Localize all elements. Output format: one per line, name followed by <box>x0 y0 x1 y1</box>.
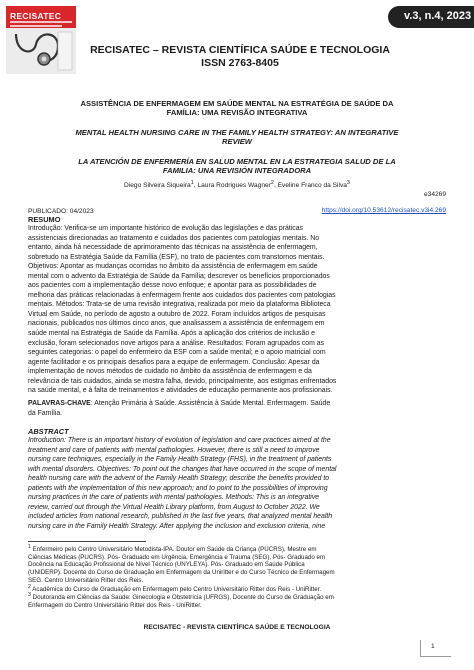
title-spanish: LA ATENCIÓN DE ENFERMERÍA EN SALUD MENTAL EN LA ESTRATEGIA SALUD DE LA FAMILIA: UNA REVISIÓN INTEGRADORA <box>78 157 396 176</box>
logo-text: RECISATEC <box>10 11 62 21</box>
abstract-body: Introduction: There is an important history of evolution of legislation and care practices aimed at the treatment and care of patients with mental pathologies. However, there is still a need to improve nursing care techniques, especially in the Family Health Strategy (FHS), in the treatment of patients with mental disorders. Objectives: To point out the changes that have occurred in the scope of mental health nursing care with the advent of the Family Health Strategy; describe the benefits provided to patients with the implementation of this new approach; and to point to the possibilities of improving nursing practices in the care of patients with mental pathologies. Methods: This is an integrative review, carried out through the Virtual Health Library platform, from August to October 2022. We included articles from national research, published in the last five years, that analyzed mental health nursing care in the Family Health Strategy. After applying the inclusion and exclusion criteria, nine <box>28 437 337 530</box>
footnote-2: $^2$ Acadêmica do Curso de Graduação em Enfermagem pelo Centro Universitário Ritter dos Reis - UniRitter. <box>28 584 322 594</box>
doi-link-wrap <box>322 199 446 217</box>
title-english: MENTAL HEALTH NURSING CARE IN THE FAMILY HEALTH STRATEGY: AN INTEGRATIVE REVIEW <box>75 128 399 147</box>
page-number-box <box>420 640 451 657</box>
author-1: Diego Silveira Siqueira <box>124 182 191 190</box>
article-id: e34269 <box>423 191 446 198</box>
author-3: Eveline Franco da Silva <box>277 182 347 190</box>
keywords: PALAVRAS-CHAVE: Atenção Primária à Saúde. Assistência à Saúde Mental. Enfermagem. Saúde da Família. <box>28 400 331 417</box>
stethoscope-icon <box>6 28 76 74</box>
keywords-label: PALAVRAS-CHAVE <box>28 400 91 407</box>
title-portuguese: ASSISTÊNCIA DE ENFERMAGEM EM SAÚDE MENTAL NA ESTRATÉGIA DE SAÚDE DA FAMÍLIA: UMA REVISÃO INTEGRATIVA <box>80 99 394 118</box>
journal-logo <box>6 6 76 74</box>
footnote-3: $^3$ Doutoranda em Ciências da Saúde: Ginecologia e Obstetrícia (UFRGS), Docente do Curso de Graduação em Enfermagem do Centro Universitário Ritter dos Reis - UniRitter. <box>28 592 334 609</box>
page-footer-journal: RECISATEC - REVISTA CIENTÍFICA SAÚDE E TECNOLOGIA <box>143 624 331 631</box>
journal-name: RECISATEC – REVISTA CIENTÍFICA SAÚDE E TECNOLOGIA <box>90 44 390 56</box>
footnote-1: $^1$ Enfermeiro pelo Centro Universitário Metodista-IPA. Doutor em Saúde da Criança (PUCRS), Mestre em Ciências Médicas (PUCRS). Pós- Graduado em Urgência, Emergência e Trauma (SEG), Pós- Graduado em Docência na Educação Profissional de Nível Técnico (UNYLEYA). Pós- Graduado em Saúde Pública (UNIDERP). Docente do Curso de Graduação em Enfermagem da Uniritter e do Curso Técnico de Enfermagem SEG. Centro Universitário Ritter dos Reis. <box>28 544 335 584</box>
author-list: Diego Silveira Siqueira$^1$, Laura Rodrigues Wagner$^2$, Eveline Franco da Silva$^3$ <box>124 180 350 190</box>
resumo-heading: RESUMO <box>28 215 61 224</box>
published-date: PUBLICADO: 04/2023 <box>28 208 94 215</box>
footnote-divider <box>28 541 146 542</box>
journal-issn: ISSN 2763-8405 <box>201 57 279 69</box>
resumo-body: Introdução: Verifica-se um importante histórico de evolução das legislações e das práticas assistenciais direcionadas ao tratamento e cuidados dos pacientes com patologias mentais. No entanto, ainda há necessidade de aprimoramento das técnicas na assistência de enfermagem, sobretudo na Estratégia Saúde da Família (ESF), no trato de pacientes com transtornos mentais. Objetivos: Apontar as mudanças ocorridas no âmbito da assistência de enfermagem em saúde mental com o advento da Estratégia de Saúde da Família; descrever os benefícios proporcionados aos pacientes com a implementação desse novo enfoque; e apontar para as possibilidades de melhoria das práticas relacionadas à enfermagem frente aos cuidados dos pacientes com patologias mentais. Métodos: Trata-se de uma revisão integrativa, realizada por meio da plataforma Biblioteca Virtual em Saúde, no período de agosto a outubro de 2022. Foram incluídos artigos de pesquisas nacionais, publicados nos últimos cinco anos, que analisassem a assistência de enfermagem em saúde mental na Estratégia de Saúde da Família. Após a aplicação dos critérios de inclusão e exclusão, foram selecionados nove artigos para a análise. Resultados: Foram agrupados com as seguintes categorias: o papel do enfermeiro da ESF com a saúde mental; e o apoio matricial com agente facilitador e os principais desafios para a equipe de enfermagem. Conclusão: Apesar da implementação de novos métodos de cuidado no âmbito da assistência de enfermagem e da relevância de tais cuidados, ainda se mostra falha, devido, principalmente, aos estigmas enfrentados na saúde mental, e à falta de treinamentos e atividades de educação permanente aos profissionais. <box>28 225 337 395</box>
page-number: 1 <box>431 643 435 650</box>
volume-badge <box>388 6 474 28</box>
author-2: Laura Rodrigues Wagner <box>197 182 271 190</box>
abstract-heading: ABSTRACT <box>28 427 69 436</box>
volume-badge-text: v.3, n.4, 2023 <box>404 10 472 22</box>
doi-link[interactable]: https://doi.org/10.53612/recisatec.v3i4.269 <box>321 207 446 214</box>
